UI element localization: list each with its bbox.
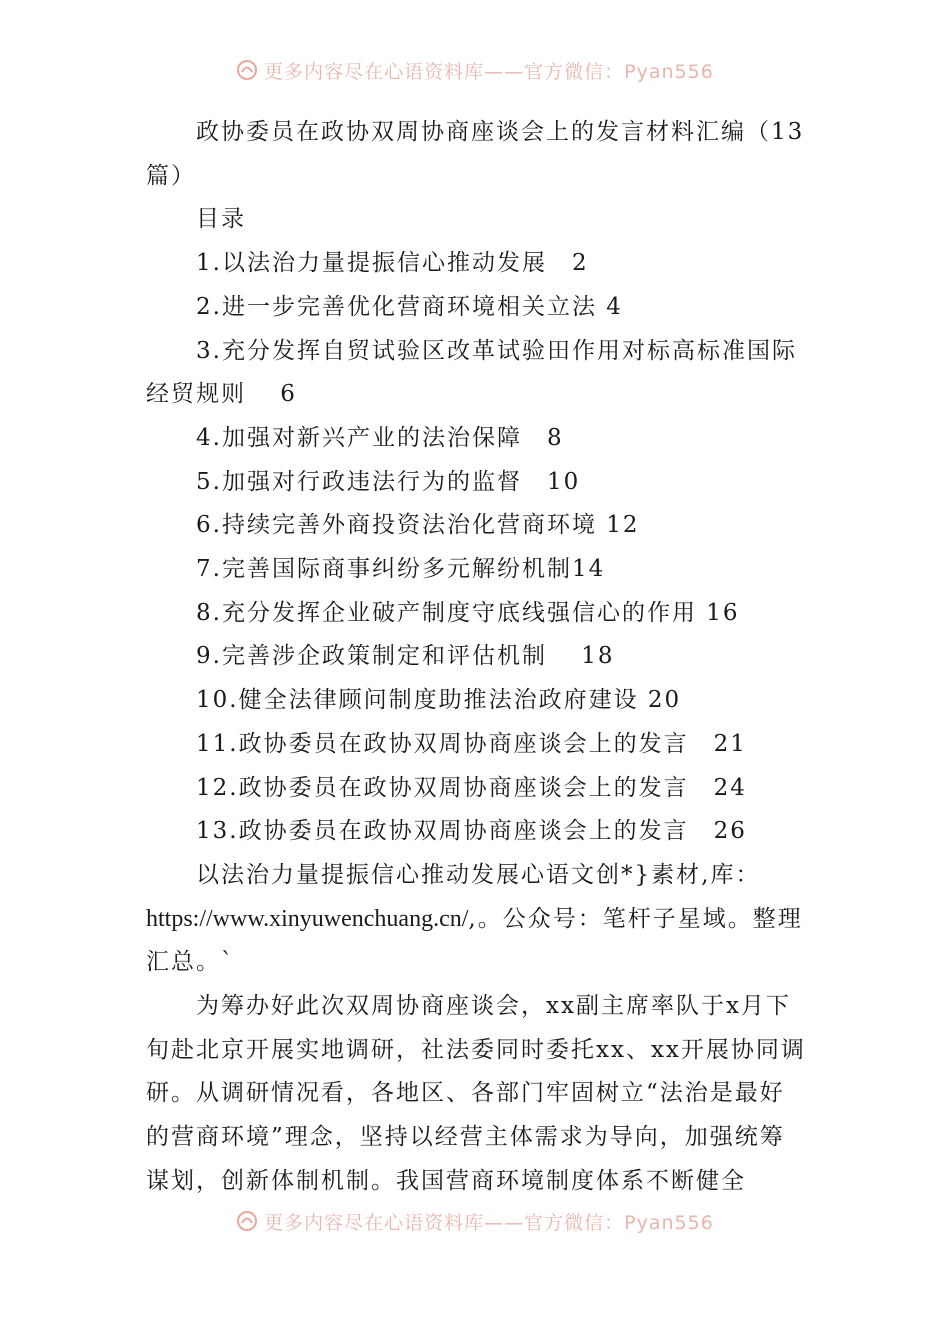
toc-item: 9.完善涉企政策制定和评估机制 18 bbox=[196, 643, 615, 670]
watermark-bottom bbox=[0, 1205, 950, 1237]
body-paragraph: 为筹办好此次双周协商座谈会，xx副主席率队于x月下旬赴北京开展实地调研，社法委同时委托xx、xx开展协同调研。从调研情况看，各地区、各部门牢固树立“法治是最好的营商环境”理念，坚持以经营主体需求为导向，加强统筹谋划，创新体制机制。我国营商环境制度体系不断健全 bbox=[146, 993, 806, 1194]
watermark-top bbox=[0, 54, 950, 86]
logo-icon bbox=[236, 1210, 258, 1232]
section-title bbox=[146, 854, 808, 985]
toc-item: 7.完善国际商事纠纷多元解纷机制14 bbox=[196, 556, 606, 583]
toc-item: 10.健全法律顾问制度助推法治政府建设 20 bbox=[196, 687, 682, 714]
toc-item: 11.政协委员在政协双周协商座谈会上的发言 21 bbox=[196, 730, 747, 757]
toc-item: 5.加强对行政违法行为的监督 10 bbox=[196, 468, 581, 495]
toc-item: 13.政协委员在政协双周协商座谈会上的发言 26 bbox=[196, 818, 747, 845]
toc-item: 3.充分发挥自贸试验区改革试验田作用对标高标准国际经贸规则 6 bbox=[146, 337, 797, 408]
watermark-text: 更多内容尽在心语资料库——官方微信：Pyan556 bbox=[264, 1211, 714, 1234]
logo-icon bbox=[236, 59, 258, 81]
section-title-suffix: ,。公众号：笔杆子星域。整理汇总。` bbox=[146, 905, 803, 976]
toc-item: 12.政协委员在政协双周协商座谈会上的发言 24 bbox=[196, 774, 747, 801]
document-body bbox=[146, 111, 808, 1204]
toc-item: 4.加强对新兴产业的法治保障 8 bbox=[196, 424, 564, 451]
toc-item: 8.充分发挥企业破产制度守底线强信心的作用 16 bbox=[196, 599, 740, 626]
toc-item: 6.持续完善外商投资法治化营商环境 12 bbox=[196, 512, 640, 539]
toc-heading: 目录 bbox=[196, 206, 246, 233]
section-title-prefix: 以法治力量提振信心推动发展心语文创*}素材,库： bbox=[196, 861, 761, 888]
watermark-text: 更多内容尽在心语资料库——官方微信：Pyan556 bbox=[264, 60, 714, 83]
document-title: 政协委员在政协双周协商座谈会上的发言材料汇编（13篇） bbox=[146, 119, 805, 189]
toc-item: 1.以法治力量提振信心推动发展 2 bbox=[196, 250, 589, 277]
source-url: https://www.xinyuwenchuang.cn/ bbox=[146, 905, 469, 932]
toc-item: 2.进一步完善优化营商环境相关立法 4 bbox=[196, 293, 623, 320]
